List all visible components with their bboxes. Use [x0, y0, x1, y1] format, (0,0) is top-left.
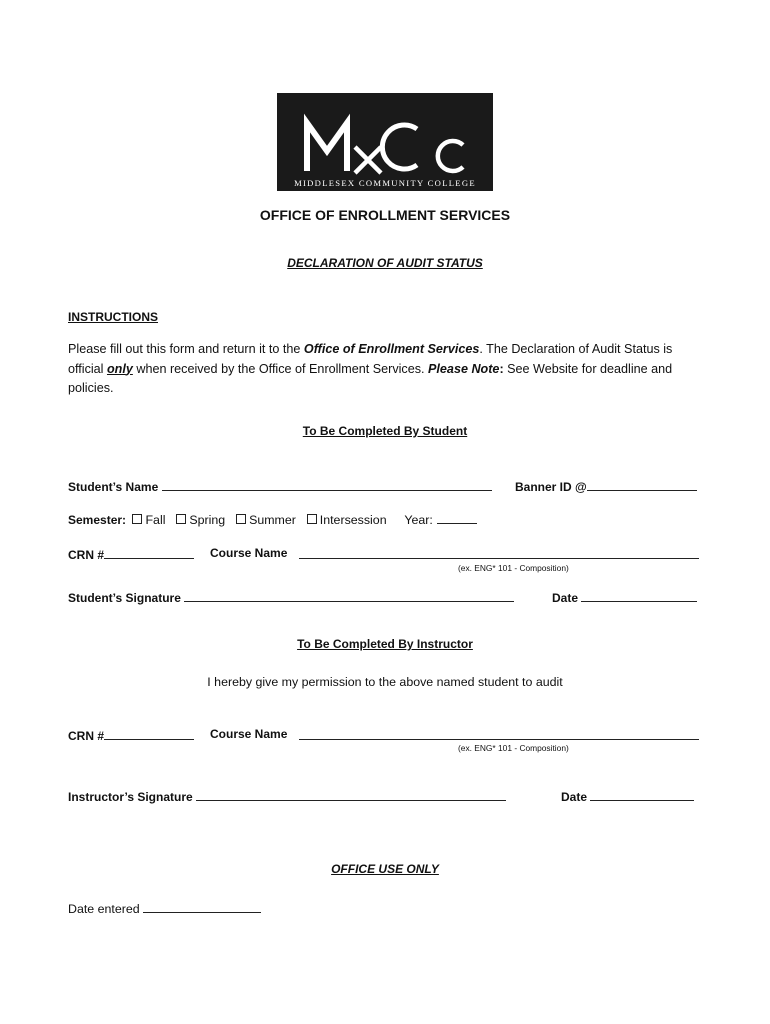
date-entered-label: Date entered: [68, 902, 140, 916]
banner-id-label: Banner ID @: [515, 480, 587, 494]
instructor-date-label: Date: [561, 790, 588, 804]
banner-id-field[interactable]: [587, 478, 697, 491]
instructions-part1: Please fill out this form and return it to the: [68, 342, 304, 356]
instructor-section-heading: To Be Completed By Instructor: [297, 637, 473, 651]
instructions-only: only: [106, 361, 133, 376]
instructor-course-row: [210, 727, 287, 741]
student-date-row: [552, 589, 697, 605]
student-course-field[interactable]: [299, 546, 699, 559]
instructor-crn-field[interactable]: [104, 727, 194, 740]
instructor-date-row: [561, 788, 694, 804]
summer-checkbox[interactable]: [236, 514, 246, 524]
banner-id-row: [515, 478, 697, 494]
student-name-row: [68, 478, 492, 494]
semester-row: [68, 511, 477, 529]
office-use-heading: OFFICE USE ONLY: [331, 862, 439, 876]
page-title: OFFICE OF ENROLLMENT SERVICES: [259, 207, 511, 223]
student-course-field-wrap: [299, 546, 699, 564]
student-date-label: Date: [552, 591, 579, 605]
instructions-part2: . The Declaration of Audit Status is official: [68, 342, 673, 376]
student-signature-label: Student’s Signature: [68, 591, 181, 605]
logo-subtitle: MIDDLESEX COMMUNITY COLLEGE: [294, 178, 476, 188]
instructions-note-colon: :: [499, 361, 504, 376]
date-entered-field[interactable]: [143, 900, 261, 913]
spring-label: Spring: [189, 513, 226, 527]
form-subtitle: DECLARATION OF AUDIT STATUS: [287, 256, 483, 270]
instructions-heading: INSTRUCTIONS: [68, 310, 158, 324]
instructions-text: [68, 340, 708, 399]
instructions-part3: when received by the Office of Enrollment Services.: [132, 361, 429, 376]
instructor-signature-row: [68, 788, 506, 804]
student-crn-label: CRN #: [68, 548, 105, 562]
student-crn-field[interactable]: [104, 546, 194, 559]
student-course-hint: (ex. ENG* 101 - Composition): [458, 563, 569, 573]
year-field[interactable]: [437, 511, 477, 524]
mxcc-logo-mark: [277, 93, 493, 179]
instructions-office-name: Office of Enrollment Services: [303, 342, 480, 356]
student-name-field[interactable]: [162, 478, 492, 491]
student-crn-row: [68, 546, 194, 562]
instructor-course-hint: (ex. ENG* 101 - Composition): [458, 743, 569, 753]
instructor-crn-label: CRN #: [68, 729, 105, 743]
intersession-checkbox[interactable]: [307, 514, 317, 524]
instructions-part4: See Website for deadline and policies.: [68, 361, 673, 395]
instructor-signature-label: Instructor’s Signature: [68, 790, 193, 804]
year-label: Year:: [404, 513, 433, 527]
college-logo: [277, 93, 493, 191]
student-signature-row: [68, 589, 514, 605]
student-signature-field[interactable]: [184, 589, 514, 602]
instructor-course-field[interactable]: [299, 727, 699, 740]
student-course-label: Course Name: [210, 546, 288, 560]
instructor-crn-row: [68, 727, 194, 743]
student-date-field[interactable]: [581, 589, 697, 602]
fall-checkbox[interactable]: [132, 514, 142, 524]
instructor-date-field[interactable]: [590, 788, 694, 801]
instructor-course-label: Course Name: [210, 727, 288, 741]
date-entered-row: [68, 900, 261, 916]
student-section-heading: To Be Completed By Student: [302, 424, 468, 438]
intersession-label: Intersession: [319, 513, 387, 527]
fall-label: Fall: [145, 513, 166, 527]
instructor-signature-field[interactable]: [196, 788, 506, 801]
semester-label: Semester:: [68, 513, 127, 527]
student-course-row: [210, 546, 287, 560]
summer-label: Summer: [249, 513, 296, 527]
instructions-note-label: Please Note: [428, 361, 500, 376]
spring-checkbox[interactable]: [176, 514, 186, 524]
student-name-label: Student’s Name: [68, 480, 159, 494]
permission-text: I hereby give my permission to the above named student to audit: [207, 675, 563, 689]
